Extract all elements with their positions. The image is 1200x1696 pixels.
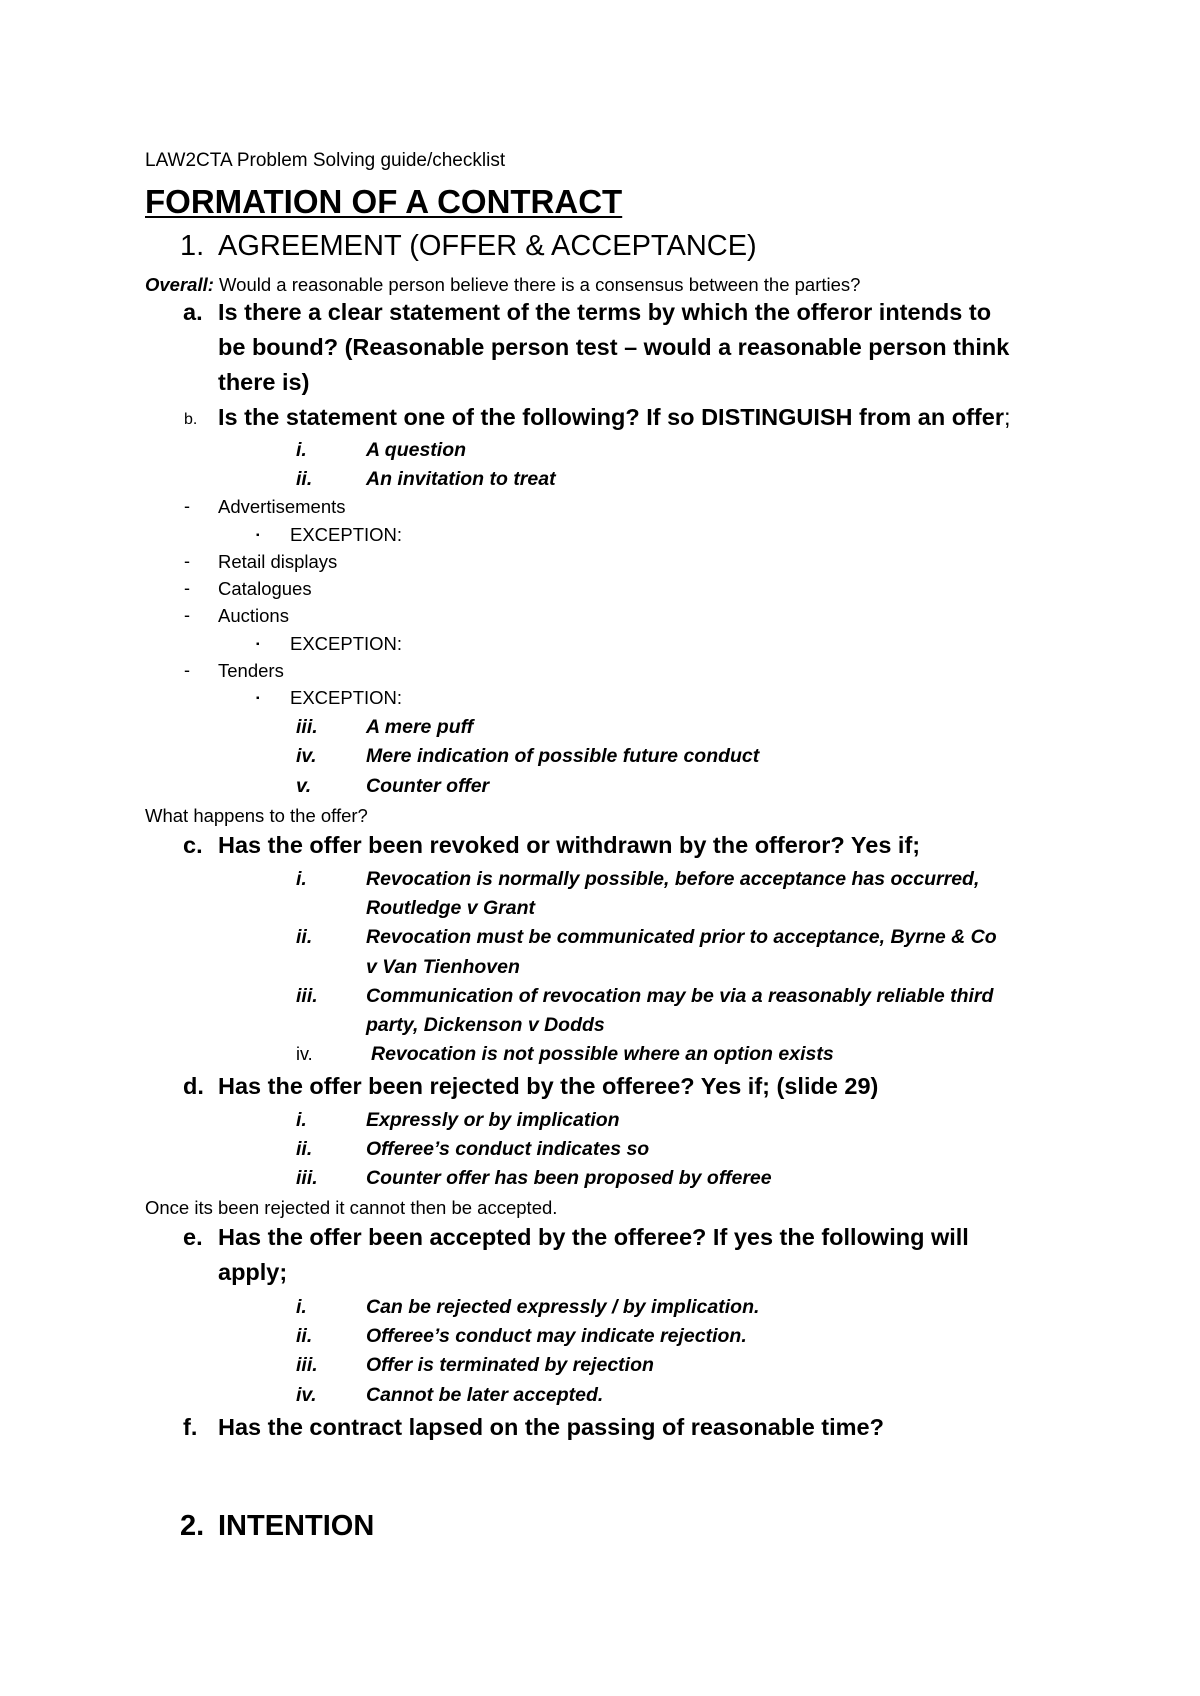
list-item-continued: party, Dickenson v Dodds bbox=[366, 1014, 605, 1036]
list-marker: iii. bbox=[296, 985, 318, 1007]
list-marker: i. bbox=[296, 868, 307, 890]
question-marker-c: c. bbox=[183, 832, 203, 858]
list-item: Offeree’s conduct may indicate rejection. bbox=[366, 1325, 747, 1347]
list-marker: v. bbox=[296, 775, 312, 797]
list-marker: iv. bbox=[296, 1044, 313, 1064]
bullet-marker: ▪ bbox=[256, 530, 260, 541]
question-marker-a: a. bbox=[183, 299, 203, 325]
dash-marker: - bbox=[184, 551, 190, 571]
bullet-marker: ▪ bbox=[256, 693, 260, 704]
section-title: AGREEMENT (OFFER & ACCEPTANCE) bbox=[218, 230, 757, 262]
question-e-line2: apply; bbox=[218, 1259, 288, 1285]
question-b bbox=[218, 404, 1011, 431]
section-number: 1. bbox=[180, 230, 205, 262]
list-marker: i. bbox=[296, 1109, 307, 1131]
list-item: Counter offer has been proposed by offeree bbox=[366, 1167, 772, 1189]
list-item: A mere puff bbox=[366, 716, 474, 738]
overall-question bbox=[145, 274, 860, 295]
question-a-line3: there is) bbox=[218, 369, 310, 395]
itt-exception-1: EXCEPTION: bbox=[290, 524, 403, 545]
question-c: Has the offer been revoked or withdrawn by the offeror? Yes if; bbox=[218, 832, 921, 858]
question-f: Has the contract lapsed on the passing of reasonable time? bbox=[218, 1414, 884, 1440]
list-item: Expressly or by implication bbox=[366, 1109, 620, 1131]
list-item: Cannot be later accepted. bbox=[366, 1384, 604, 1406]
list-marker: ii. bbox=[296, 926, 313, 948]
overall-label: Overall: bbox=[145, 274, 214, 295]
list-item: Communication of revocation may be via a reasonably reliable third bbox=[366, 985, 994, 1007]
question-a-line2: be bound? (Reasonable person test – would a reasonable person think bbox=[218, 334, 1010, 360]
question-marker-b: b. bbox=[184, 411, 198, 428]
list-marker: ii. bbox=[296, 1325, 313, 1347]
list-marker: iv. bbox=[296, 745, 317, 767]
list-item: Offer is terminated by rejection bbox=[366, 1354, 654, 1376]
itt-exception-2: EXCEPTION: bbox=[290, 633, 403, 654]
list-marker: i. bbox=[296, 439, 307, 461]
section-heading-intention: INTENTION bbox=[218, 1510, 375, 1542]
overall-text: Would a reasonable person believe there is a consensus between the parties? bbox=[213, 274, 861, 295]
document-title: FORMATION OF A CONTRACT bbox=[145, 183, 623, 220]
question-e-line1: Has the offer been accepted by the offeree? If yes the following will bbox=[218, 1224, 969, 1250]
section-number: 2. bbox=[180, 1510, 205, 1542]
question-b-suffix: ; bbox=[1003, 404, 1011, 430]
dash-marker: - bbox=[184, 660, 190, 680]
question-b-text: Is the statement one of the following? If so DISTINGUISH from an offer bbox=[218, 404, 1004, 430]
list-item: Revocation is normally possible, before acceptance has occurred, bbox=[366, 868, 980, 890]
list-item: Mere indication of possible future conduct bbox=[366, 745, 760, 767]
list-marker: ii. bbox=[296, 1138, 313, 1160]
list-item: An invitation to treat bbox=[366, 468, 556, 490]
list-item: Offeree’s conduct indicates so bbox=[366, 1138, 650, 1160]
list-item: Revocation is not possible where an option exists bbox=[371, 1043, 834, 1065]
list-marker: ii. bbox=[296, 468, 313, 490]
itt-tenders: Tenders bbox=[218, 660, 284, 681]
list-item: Revocation must be communicated prior to acceptance, Byrne & Co bbox=[366, 926, 997, 948]
list-marker: iii. bbox=[296, 1167, 318, 1189]
list-marker: iv. bbox=[296, 1384, 317, 1406]
itt-advertisements: Advertisements bbox=[218, 496, 346, 517]
list-item-continued: Routledge v Grant bbox=[366, 897, 536, 919]
dash-marker: - bbox=[184, 578, 190, 598]
bullet-marker: ▪ bbox=[256, 639, 260, 650]
itt-exception-3: EXCEPTION: bbox=[290, 687, 403, 708]
dash-marker: - bbox=[184, 496, 190, 516]
once-rejected-note: Once its been rejected it cannot then be accepted. bbox=[145, 1197, 558, 1218]
question-marker-f: f. bbox=[183, 1414, 198, 1440]
document-subtitle: LAW2CTA Problem Solving guide/checklist bbox=[145, 150, 506, 171]
list-item: A question bbox=[366, 439, 467, 461]
list-item: Can be rejected expressly / by implication. bbox=[366, 1296, 760, 1318]
question-a-line1: Is there a clear statement of the terms by which the offeror intends to bbox=[218, 299, 992, 325]
list-marker: iii. bbox=[296, 716, 318, 738]
list-marker: iii. bbox=[296, 1354, 318, 1376]
question-marker-e: e. bbox=[183, 1224, 203, 1250]
what-happens-note: What happens to the offer? bbox=[145, 805, 368, 826]
question-marker-d: d. bbox=[183, 1073, 204, 1099]
list-item: Counter offer bbox=[366, 775, 490, 797]
question-d: Has the offer been rejected by the offeree? Yes if; (slide 29) bbox=[218, 1073, 879, 1099]
itt-catalogues: Catalogues bbox=[218, 578, 312, 599]
dash-marker: - bbox=[184, 605, 190, 625]
list-marker: i. bbox=[296, 1296, 307, 1318]
itt-auctions: Auctions bbox=[218, 605, 289, 626]
itt-retail-displays: Retail displays bbox=[218, 551, 338, 572]
list-item-continued: v Van Tienhoven bbox=[366, 956, 520, 978]
